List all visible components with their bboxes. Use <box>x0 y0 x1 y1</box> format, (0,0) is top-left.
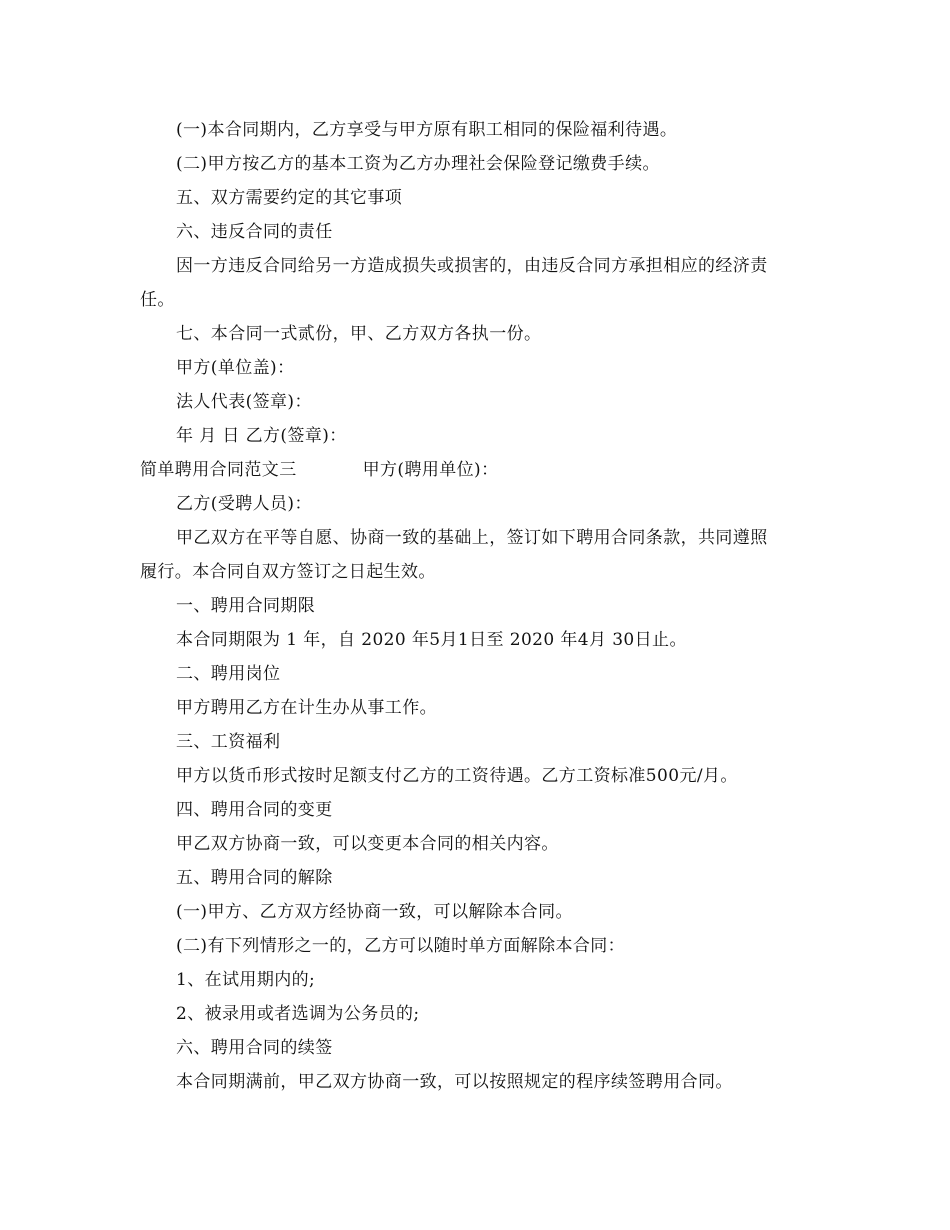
paragraph-renewal: 本合同期满前，甲乙双方协商一致，可以按照规定的程序续签聘用合同。 <box>176 1072 733 1092</box>
paragraph-wages: 甲方以货币形式按时足额支付乙方的工资待遇。乙方工资标准500元/月。 <box>176 766 738 786</box>
heading-wages: 三、工资福利 <box>176 732 281 752</box>
heading-contract-term: 一、聘用合同期限 <box>176 596 316 616</box>
paragraph-social-insurance: (二)甲方按乙方的基本工资为乙方办理社会保险登记缴费手续。 <box>176 154 660 174</box>
paragraph-contract-term: 本合同期限为 1 年，自 2020 年5月1日至 2020 年4月 30日止。 <box>176 630 687 650</box>
list-item-probation: 1、在试用期内的; <box>176 970 316 990</box>
paragraph-preamble-cont: 履行。本合同自双方签订之日起生效。 <box>140 562 436 582</box>
signature-date-party-b: 年 月 日 乙方(签章)： <box>176 426 347 446</box>
paragraph-termination-2: (二)有下列情形之一的，乙方可以随时单方面解除本合同： <box>176 936 626 956</box>
party-a-employer: 甲方(聘用单位)： <box>362 460 499 480</box>
signature-legal-rep: 法人代表(签章)： <box>176 392 312 412</box>
heading-position: 二、聘用岗位 <box>176 664 281 684</box>
paragraph-insurance-benefits: (一)本合同期内，乙方享受与甲方原有职工相同的保险福利待遇。 <box>176 120 678 140</box>
paragraph-preamble: 甲乙双方在平等自愿、协商一致的基础上，签订如下聘用合同条款，共同遵照 <box>176 528 768 548</box>
signature-party-a: 甲方(单位盖)： <box>176 358 295 378</box>
paragraph-contract-change: 甲乙双方协商一致，可以变更本合同的相关内容。 <box>176 834 559 854</box>
heading-other-matters: 五、双方需要约定的其它事项 <box>176 188 403 208</box>
list-item-civil-servant: 2、被录用或者选调为公务员的; <box>176 1004 420 1024</box>
sample-title-line <box>140 458 498 482</box>
paragraph-breach-text-cont: 任。 <box>140 290 175 310</box>
paragraph-position: 甲方聘用乙方在计生办从事工作。 <box>176 698 437 718</box>
paragraph-copies: 七、本合同一式贰份，甲、乙方双方各执一份。 <box>176 324 542 344</box>
sample-title: 简单聘用合同范文三 <box>140 460 297 480</box>
heading-contract-change: 四、聘用合同的变更 <box>176 800 333 820</box>
paragraph-breach-text: 因一方违反合同给另一方造成损失或损害的，由违反合同方承担相应的经济责 <box>176 256 768 276</box>
paragraph-termination-1: (一)甲方、乙方双方经协商一致，可以解除本合同。 <box>176 902 573 922</box>
party-b-employee: 乙方(受聘人员)： <box>176 494 312 514</box>
heading-breach-liability: 六、违反合同的责任 <box>176 222 333 242</box>
heading-termination: 五、聘用合同的解除 <box>176 868 333 888</box>
heading-renewal: 六、聘用合同的续签 <box>176 1038 333 1058</box>
